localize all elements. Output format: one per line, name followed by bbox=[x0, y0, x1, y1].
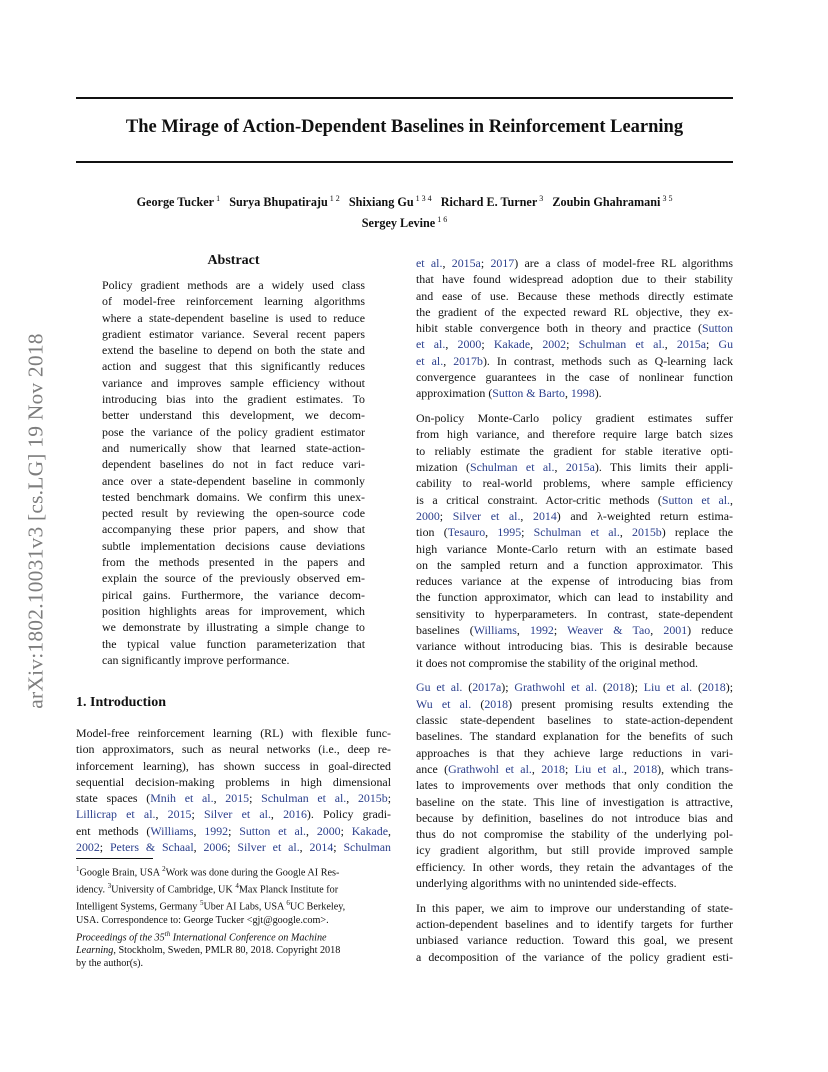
citation-link[interactable]: 2000 bbox=[316, 823, 341, 838]
text-line: mization (Schulman et al., 2015a). This limits their appli- bbox=[416, 460, 733, 475]
text-line: to reliably estimate the gradient for stable iterative opti- bbox=[416, 443, 733, 458]
citation-link[interactable]: Silver et al. bbox=[203, 807, 271, 822]
citation-link[interactable]: Peters & Schaal bbox=[109, 840, 194, 855]
citation-link[interactable]: 2018 bbox=[701, 680, 726, 695]
text-line: and ease of use. Because these methods directly estimate bbox=[416, 288, 733, 303]
text-line: tion (Tesauro, 1995; Schulman et al., 2015b) replace the bbox=[416, 525, 733, 540]
text-line: et al., 2017b). In contrast, methods such as Q-learning lack bbox=[416, 353, 734, 368]
abstract-line: we demonstrate by illustrating a simple change to bbox=[102, 620, 365, 635]
citation-link[interactable]: 2015 bbox=[225, 791, 250, 806]
text-line: et al., 2000; Kakade, 2002; Schulman et al., 2015a; Gu bbox=[416, 337, 734, 352]
arxiv-identifier-stamp: arXiv:1802.10031v3 [cs.LG] 19 Nov 2018 bbox=[23, 333, 48, 709]
affiliation-marker: 3 5 bbox=[660, 194, 673, 203]
citation-link[interactable]: Kakade bbox=[493, 337, 531, 352]
affiliation-marker: 1 bbox=[214, 194, 221, 203]
text-line: because by definition, baselines do not introduce bias and bbox=[416, 810, 733, 825]
abstract-line: explain the source of the previously observed em- bbox=[102, 571, 365, 586]
text-line: thus do not compromise the stability of the underlying pol- bbox=[416, 827, 733, 842]
affiliation-marker: 1 3 4 bbox=[413, 194, 432, 203]
citation-link[interactable]: Kakade bbox=[351, 823, 389, 838]
abstract-line: Policy gradient methods are a widely used class bbox=[102, 278, 365, 292]
text-line: the gradient of the expected reward RL objective, they ex- bbox=[416, 304, 733, 319]
citation-link[interactable]: Gu et al. bbox=[416, 680, 463, 695]
text-line: hibit stable convergence both in theory and practice (Sutton bbox=[416, 321, 733, 336]
citation-link[interactable]: 2001 bbox=[663, 623, 688, 638]
abstract-line: of model-free reinforcement learning algorithms bbox=[102, 294, 365, 309]
text-line: high variance Monte-Carlo return with an estimate based bbox=[416, 541, 733, 556]
abstract-line: extend the baseline to depend on both the state and bbox=[102, 343, 365, 358]
citation-link[interactable]: Silver et al. bbox=[237, 840, 300, 855]
citation-link[interactable]: 2018 bbox=[633, 761, 658, 776]
abstract-line: accompanying these prior papers, and show that bbox=[102, 522, 365, 537]
footnote-marker: 3 bbox=[107, 882, 112, 891]
text-line: efficiency. In other words, they retain the advantages of the bbox=[416, 859, 733, 874]
proceedings-italic: International Conference on Machine bbox=[170, 932, 327, 944]
text-line: cability to real-world problems, where sample efficiency bbox=[416, 476, 733, 491]
author-row bbox=[76, 190, 733, 211]
citation-link[interactable]: Schulman et al. bbox=[261, 791, 347, 806]
proceedings-text: , Stockholm, Sweden, PMLR 80, 2018. Copyright 2018 bbox=[113, 945, 341, 957]
citation-link[interactable]: Schulman et al. bbox=[469, 460, 555, 475]
text-line: it does not compromise the stability of the original method. bbox=[416, 655, 699, 670]
citation-link[interactable]: 2018 bbox=[606, 680, 631, 695]
text-line: approaches is that they achieve large reductions in vari- bbox=[416, 745, 733, 760]
text-line: on the sampled return and a function approximator. This bbox=[416, 557, 733, 572]
text-line: On-policy Monte-Carlo policy gradient estimates suffer bbox=[416, 411, 733, 426]
affiliations-footnote bbox=[76, 863, 391, 927]
citation-link[interactable]: 2017a bbox=[472, 680, 502, 695]
author-name: George Tucker bbox=[136, 195, 215, 210]
text-line: the function approximator, which can lead to instability and bbox=[416, 590, 733, 605]
citation-link[interactable]: 2015a bbox=[451, 256, 481, 270]
abstract-line: introducing bias into the gradient estimates. To bbox=[102, 392, 365, 407]
citation-link[interactable]: 2014 bbox=[533, 508, 557, 523]
footnote-rule bbox=[76, 858, 153, 859]
paragraph bbox=[416, 255, 733, 402]
paper-title: The Mirage of Action-Dependent Baselines in Reinforcement Learning bbox=[125, 117, 684, 137]
text-line: inforcement learning), has shown success in goal-directed bbox=[76, 758, 391, 773]
abstract-body bbox=[102, 277, 365, 668]
abstract-line: better understand this development, we decom- bbox=[102, 408, 365, 423]
citation-link[interactable]: Silver et al. bbox=[452, 508, 521, 523]
text-line: unbiased variance reduction. Toward this goal, we present bbox=[416, 933, 733, 948]
text-line: 2002; Peters & Schaal, 2006; Silver et al., 2014; Schulman bbox=[76, 840, 391, 855]
citation-link[interactable]: et al. bbox=[416, 337, 446, 352]
text-line: baselines. The standard explanation for the benefits of such bbox=[416, 729, 733, 744]
citation-link[interactable]: 2014 bbox=[309, 840, 334, 855]
citation-link[interactable]: 1995 bbox=[497, 525, 522, 540]
citation-link[interactable]: 2015a bbox=[565, 460, 595, 475]
text-line: 2000; Silver et al., 2014) and λ-weighted return estima- bbox=[416, 508, 733, 523]
citation-link[interactable]: Grathwohl et al. bbox=[514, 680, 598, 695]
author-list bbox=[76, 190, 733, 232]
abstract-line: the typical value function parameterization that bbox=[102, 636, 365, 651]
text-line: convergence guarantees in the case of nonlinear function bbox=[416, 370, 733, 385]
citation-link[interactable]: Sutton & Barto bbox=[492, 386, 565, 401]
citation-link[interactable]: Sutton et al. bbox=[239, 823, 307, 838]
text-line: icy gradient algorithm, but still provide improved sample bbox=[416, 843, 733, 858]
citation-link[interactable]: et al. bbox=[416, 256, 443, 270]
author-name: Richard E. Turner bbox=[440, 195, 538, 210]
paragraph bbox=[416, 679, 733, 891]
footnote-text: $^1$Google Brain, USA $^2$Work was done during the Google AI Res- idency. $^3$University of Cambridge, UK $^4$Max Planck Institute for Intelligent Systems, Germany $^5$Uber AI Labs, USA $^6$UC Berkeley, USA. Correspondence to: George Tucker <gjt@google.com>. bbox=[76, 865, 346, 926]
text-line: ent methods (Williams, 1992; Sutton et al., 2000; Kakade, bbox=[76, 823, 392, 838]
title-rule-top bbox=[76, 97, 733, 99]
text-line: is a critical constraint. Actor-critic methods (Sutton et al., bbox=[416, 492, 733, 507]
text-line: tion approximators, such as neural networks (i.e., deep re- bbox=[76, 742, 391, 757]
citation-link[interactable]: Gu bbox=[718, 337, 734, 352]
abstract-line: can significantly improve performance. bbox=[102, 652, 290, 667]
citation-link[interactable]: 2018 bbox=[541, 761, 565, 776]
text-line: that have found widespread adoption due to their stability bbox=[416, 272, 733, 287]
citation-link[interactable]: Liu et al. bbox=[643, 680, 693, 695]
proceedings-note bbox=[76, 928, 391, 971]
citation-link[interactable]: Liu et al. bbox=[574, 761, 625, 776]
affiliation-marker: 3 bbox=[537, 194, 544, 203]
citation-link[interactable]: 2006 bbox=[203, 840, 228, 855]
citation-link[interactable]: 2002 bbox=[76, 840, 100, 855]
title-rule-bottom bbox=[76, 161, 733, 163]
text-line: variance without introducing bias. This is desirable because bbox=[416, 639, 733, 654]
citation-link[interactable]: Tesauro bbox=[447, 525, 486, 540]
abstract-line: ance over a state-dependent baseline in commonly bbox=[102, 473, 365, 488]
citation-link[interactable]: 2017 bbox=[490, 256, 515, 270]
text-line: sequential decision-making problems in high dimensional bbox=[76, 774, 391, 789]
citation-link[interactable]: 2000 bbox=[457, 337, 482, 352]
citation-link[interactable]: Mnih et al. bbox=[150, 791, 214, 806]
text-line: Lillicrap et al., 2015; Silver et al., 2016). Policy gradi- bbox=[76, 807, 392, 822]
footnote-marker: 1 bbox=[76, 865, 80, 873]
abstract-line: and numerically show that learned state-action- bbox=[102, 440, 365, 455]
footnote-marker: 4 bbox=[235, 882, 239, 891]
author-name: Zoubin Ghahramani bbox=[552, 195, 661, 210]
citation-link[interactable]: 2018 bbox=[484, 696, 509, 711]
ordinal-suffix: th bbox=[164, 930, 171, 938]
citation-link[interactable]: Williams bbox=[473, 623, 517, 638]
abstract-line: subtle implementation decisions cause deviations bbox=[102, 538, 365, 553]
citation-link[interactable]: 2015 bbox=[167, 807, 192, 822]
citation-link[interactable]: Weaver & Tao bbox=[567, 623, 651, 638]
text-line: Model-free reinforcement learning (RL) with flexible func- bbox=[76, 726, 391, 740]
proceedings-italic: Proceedings of the 35 bbox=[76, 932, 165, 944]
citation-link[interactable]: Sutton bbox=[701, 321, 733, 336]
text-line: state spaces (Mnih et al., 2015; Schulman et al., 2015b; bbox=[76, 791, 391, 806]
citation-link[interactable]: 2015a bbox=[676, 337, 706, 352]
citation-link[interactable]: 2000 bbox=[416, 508, 440, 523]
author-name: Sergey Levine bbox=[361, 216, 436, 231]
affiliation-marker: 1 2 bbox=[327, 194, 340, 203]
abstract-line: position highlights areas for improvement, which bbox=[102, 603, 365, 618]
citation-link[interactable]: Williams bbox=[150, 823, 194, 838]
citation-link[interactable]: 1992 bbox=[530, 623, 554, 638]
author-name: Shixiang Gu bbox=[348, 195, 414, 210]
text-line: classic state-dependent baselines to state-action-dependent bbox=[416, 713, 733, 728]
text-line: Wu et al. (2018) present promising results extending the bbox=[416, 696, 733, 711]
abstract-line: where a state-dependent baseline is used to reduce bbox=[102, 310, 365, 325]
citation-link[interactable]: Schulman et al. bbox=[578, 337, 665, 352]
citation-link[interactable]: 2015b bbox=[632, 525, 662, 540]
author-name: Surya Bhupatiraju bbox=[229, 195, 328, 210]
abstract-line: dependent baselines do not in fact reduce vari- bbox=[102, 457, 365, 472]
text-line: ance (Grathwohl et al., 2018; Liu et al., 2018), which trans- bbox=[416, 761, 733, 776]
text-line: sensitivity to hyperparameters. In contrast, state-dependent bbox=[416, 606, 733, 621]
text-line: In this paper, we aim to improve our understanding of state- bbox=[416, 900, 733, 915]
citation-link[interactable]: et al. bbox=[416, 353, 444, 368]
paragraph bbox=[416, 900, 733, 965]
text-line: from high variance, and therefore require large batch sizes bbox=[416, 427, 733, 442]
author-row bbox=[76, 211, 733, 232]
text-line: et al., 2015a; 2017) are a class of model-free RL algorithms bbox=[416, 256, 733, 270]
text-line: underlying algorithms with no unintended side-effects. bbox=[416, 875, 677, 890]
proceedings-italic: Learning bbox=[76, 945, 114, 957]
abstract-line: pirical gains. Furthermore, the variance decom- bbox=[102, 587, 365, 602]
citation-link[interactable]: Grathwohl et al. bbox=[448, 761, 532, 776]
abstract-line: action and suggest that this significantly reduces bbox=[102, 359, 365, 374]
paragraph bbox=[416, 410, 733, 671]
citation-link[interactable]: Sutton et al. bbox=[661, 492, 731, 507]
abstract-heading: Abstract bbox=[207, 253, 260, 268]
text-line: reduces variance at the expense of introducing bias from bbox=[416, 574, 733, 589]
citation-link[interactable]: 1992 bbox=[204, 823, 229, 838]
citation-link[interactable]: Schulman et al. bbox=[533, 525, 620, 540]
citation-link[interactable]: 1998 bbox=[570, 386, 595, 401]
text-line: approximation (Sutton & Barto, 1998). bbox=[416, 386, 602, 401]
text-line: lates to improvements over methods that only condition the bbox=[416, 778, 733, 793]
text-line: action-dependent baselines and to identify targets for further bbox=[416, 917, 733, 932]
text-line: a decomposition of the variance of the policy gradient esti- bbox=[416, 949, 733, 964]
citation-link[interactable]: Wu et al. bbox=[416, 696, 472, 711]
affiliation-marker: 1 6 bbox=[435, 215, 448, 225]
abstract-line: pected result by reviewing the open-source code bbox=[102, 506, 365, 521]
citation-link[interactable]: Lillicrap et al. bbox=[76, 807, 156, 822]
abstract-line: variance and improves sample efficiency without bbox=[102, 375, 365, 390]
section-heading-introduction: 1. Introduction bbox=[76, 695, 166, 710]
citation-link[interactable]: Schulman bbox=[343, 840, 391, 855]
citation-link[interactable]: 2002 bbox=[542, 337, 567, 352]
abstract-line: from the methods presented in the papers and bbox=[102, 555, 365, 570]
text-line: Gu et al. (2017a); Grathwohl et al. (2018); Liu et al. (2018); bbox=[416, 680, 734, 695]
proceedings-text: by the author(s). bbox=[76, 957, 144, 969]
abstract-line: gradient estimator variance. Several recent papers bbox=[102, 326, 365, 341]
abstract-line: pose the variance of the policy gradient estimator bbox=[102, 424, 365, 439]
text-line: baseline on the state. This line of investigation is attractive, bbox=[416, 794, 733, 809]
citation-link[interactable]: 2017b bbox=[453, 353, 483, 368]
right-column-body bbox=[416, 255, 733, 965]
footnote-marker: 2 bbox=[162, 865, 166, 873]
abstract-line: tested benchmark domains. We confirm this unex- bbox=[102, 489, 365, 504]
citation-link[interactable]: 2016 bbox=[283, 807, 307, 822]
footnote-marker: 5 bbox=[199, 899, 204, 908]
introduction-body bbox=[76, 725, 391, 855]
citation-link[interactable]: 2015b bbox=[357, 791, 388, 806]
footnote-marker: 6 bbox=[286, 899, 290, 908]
text-line: baselines (Williams, 1992; Weaver & Tao, 2001) reduce bbox=[416, 623, 733, 638]
